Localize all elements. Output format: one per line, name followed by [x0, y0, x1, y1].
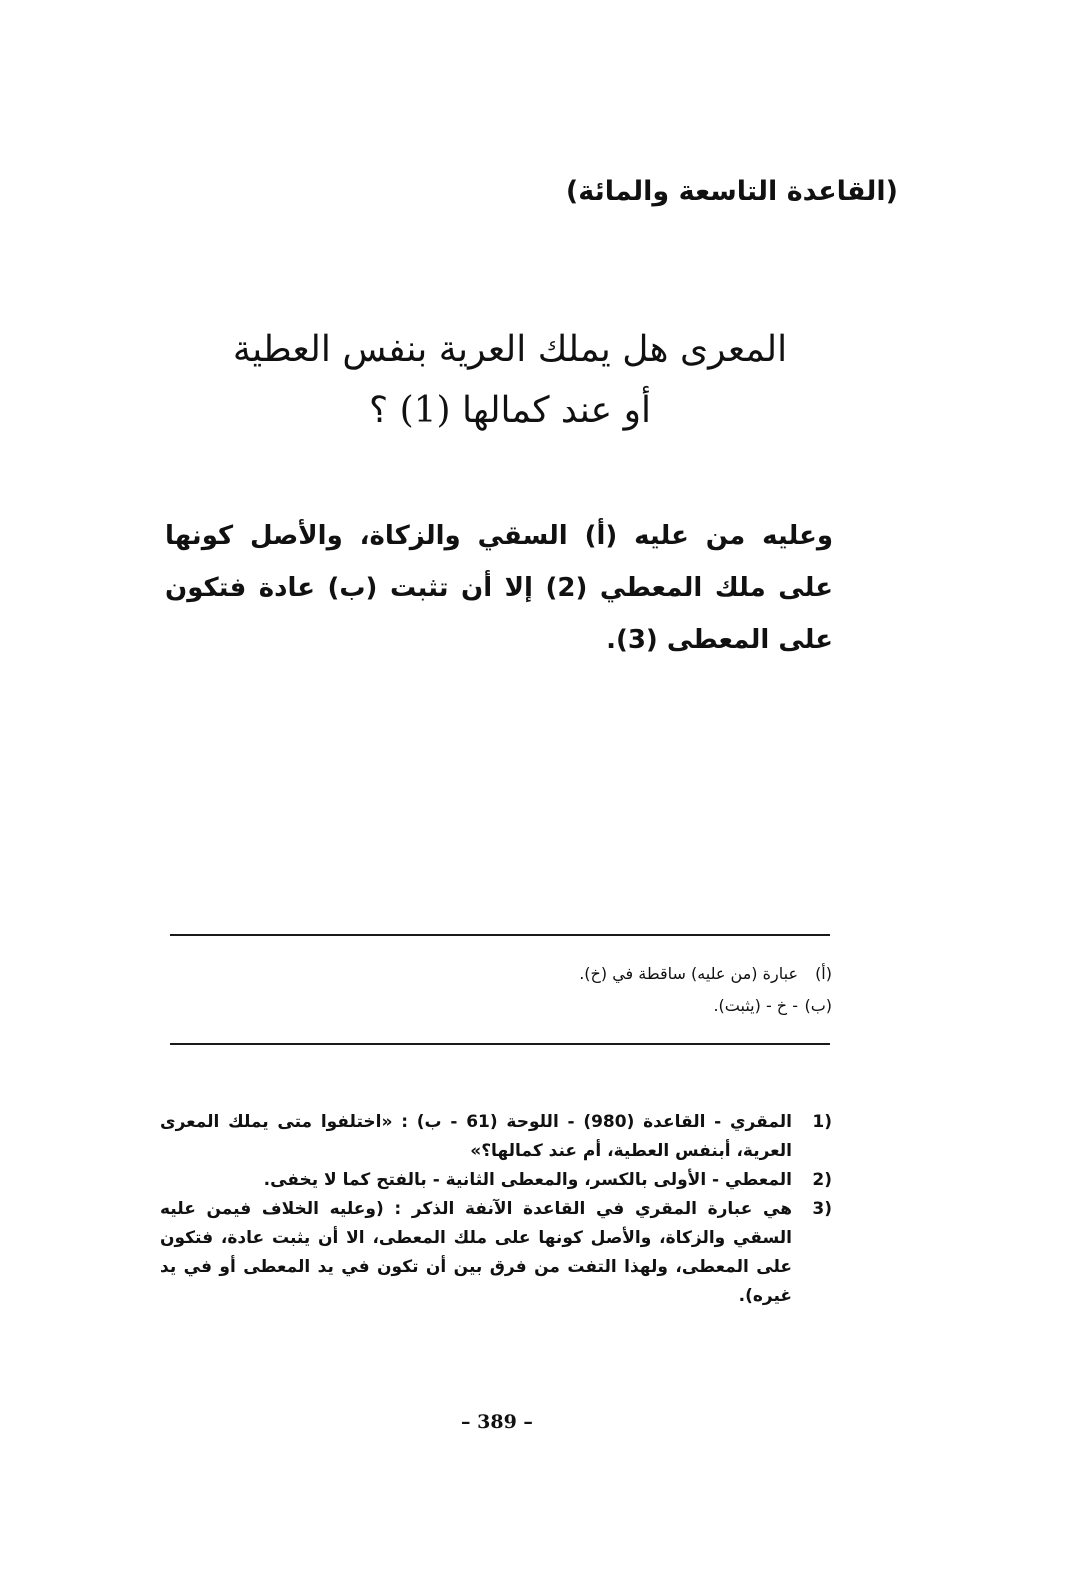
- footnote-text: المعطي - الأولى بالكسر، والمعطى الثانية - بالفتح كما لا يخفى.: [263, 1170, 792, 1190]
- footnote: [160, 1195, 832, 1311]
- footnote: [160, 1166, 832, 1195]
- variant-key: (أ): [815, 964, 832, 983]
- page-title-line-1: المعرى هل يملك العرية بنفس العطية: [232, 329, 788, 370]
- footnote-text: هي عبارة المقري في القاعدة الآنفة الذكر : (وعليه الخلاف فيمن عليه السقي والزكاة، والأصل كونها على ملك المعطى، الا أن يثبت عادة، فتكون على المعطى، ولهذا التفت من فرق بين أن تكون في يد المعطى أو في يد غيره).: [160, 1199, 792, 1306]
- manuscript-variants: [170, 958, 832, 1022]
- footnote-number: 3): [812, 1199, 832, 1219]
- variant-note: [170, 990, 832, 1022]
- body-paragraph: وعليه من عليه (أ) السقي والزكاة، والأصل كونها على ملك المعطي (2) إلا أن تثبت (ب) عادة فتكون على المعطى (3).: [165, 521, 833, 655]
- page-title-line-2: أو عند كمالها (1) ؟: [369, 390, 651, 431]
- variant-note: [170, 958, 832, 990]
- footnote-text: المقري - القاعدة (980) - اللوحة (61 - ب) : «اختلفوا متى يملك المعرى العرية، أبنفس العطية، أم عند كمالها؟»: [160, 1112, 792, 1161]
- variant-text: عبارة (من عليه) ساقطة في (خ).: [579, 964, 798, 983]
- variant-key: (ب): [804, 996, 832, 1015]
- page-number: – 389 –: [461, 1411, 533, 1433]
- footnote-number: 2): [812, 1170, 832, 1190]
- variants-bottom-divider: [170, 1043, 830, 1045]
- footnotes: [160, 1108, 832, 1311]
- footnote: [160, 1108, 832, 1166]
- rule-number-heading: (القاعدة التاسعة والمائة): [565, 176, 898, 207]
- footnote-number: 1): [812, 1112, 832, 1132]
- variant-text: - خ - (يثبت).: [713, 996, 798, 1015]
- variants-top-divider: [170, 934, 830, 936]
